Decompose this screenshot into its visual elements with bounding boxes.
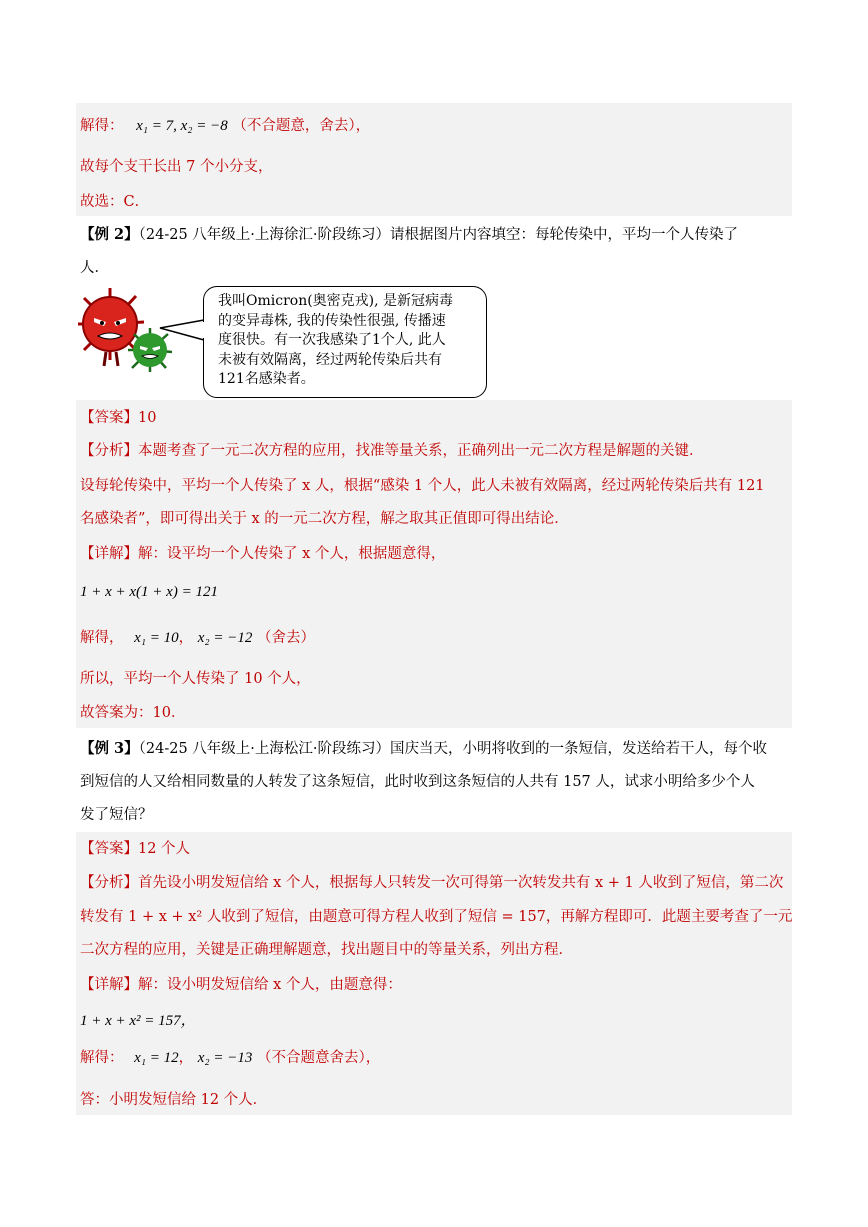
solve-label: 解得：	[80, 1050, 124, 1066]
ex2-detail-line	[80, 544, 445, 564]
ex3-detail-line	[80, 975, 402, 995]
ex2-so-line: 所以，平均一个人传染了 10 个人，	[80, 671, 311, 687]
root-note: （不合题意舍去），	[256, 1050, 381, 1066]
ex2-final-line: 故答案为：10．	[80, 705, 186, 721]
ex2-question-line1	[80, 225, 738, 245]
example-tag: 【例 3】	[80, 740, 139, 757]
ex2-analysis-line3: 名感染者”，即可得出关于 x 的一元二次方程，解之取其正值即可得出结论．	[80, 511, 569, 527]
root-1: x₁ = 10	[134, 630, 179, 646]
green-virus-icon	[128, 328, 172, 372]
ex3-question-line3: 发了短信？	[80, 807, 153, 823]
answer-tag: 【答案】	[80, 410, 138, 426]
answer-value: 12 个人	[138, 841, 191, 857]
analysis-tag: 【分析】	[80, 875, 138, 891]
root-separator: ，	[178, 1050, 194, 1066]
solve-note: （不合题意，舍去），	[232, 118, 371, 134]
ex3-question-line1	[80, 739, 767, 759]
solve-label: 解得：	[80, 118, 124, 134]
ex3-analysis-line3: 二次方程的应用，关键是正确理解题意，找出题目中的等量关系，列出方程．	[80, 942, 573, 958]
bubble-line-5: 121名感染者。	[218, 371, 315, 387]
question-text: （24-25 八年级上·上海徐汇·阶段练习）请根据图片内容填空：每轮传染中，平均一个人传染了	[138, 227, 739, 243]
ex3-final-line: 答：小明发短信给 12 个人．	[80, 1092, 268, 1108]
detail-text: 解：设小明发短信给 x 个人，由题意得：	[138, 977, 402, 993]
ex2-solve-line	[80, 628, 315, 648]
bubble-line-1: 我叫Omicron(奥密克戎), 是新冠病毒	[218, 293, 454, 309]
bubble-line-2: 的变异毒株, 我的传染性很强, 传播速	[218, 312, 446, 329]
analysis-text: 本题考查了一元二次方程的应用，找准等量关系，正确列出一元二次方程是解题的关键．	[138, 443, 704, 459]
example-tag: 【例 2】	[80, 226, 139, 243]
ex2-analysis-line1	[80, 441, 704, 461]
answer-tag: 【答案】	[80, 841, 138, 857]
speech-bubble	[203, 286, 487, 398]
detail-tag: 【详解】	[80, 546, 138, 562]
detail-text: 解：设平均一个人传染了 x 个人，根据题意得，	[138, 546, 446, 562]
bubble-line-4: 未被有效隔离，经过两轮传染后共有	[218, 351, 442, 368]
ex2-question-line2: 人．	[80, 260, 109, 276]
ex1-choice: 故选：C．	[80, 194, 150, 210]
analysis-tag: 【分析】	[80, 443, 138, 459]
ex3-answer	[80, 839, 190, 859]
ex3-equation: 1 + x + x² = 157，	[80, 1013, 196, 1029]
ex3-analysis-line1	[80, 873, 783, 893]
detail-tag: 【详解】	[80, 977, 138, 993]
bubble-line-3: 度很快。有一次我感染了1个人, 此人	[218, 332, 446, 348]
solve-roots: x₁ = 7, x₂ = −8	[136, 118, 228, 134]
root-note: （舍去）	[256, 630, 315, 646]
ex3-analysis-line2: 转发有 1 + x + x² 人收到了短信，由题意可得方程人收到了短信 = 157，再解方程即可．此题主要考查了一元	[80, 909, 793, 925]
ex3-solve-line	[80, 1048, 380, 1068]
bubble-tail-mask	[202, 322, 206, 338]
ex3-question-line2: 到短信的人又给相同数量的人转发了这条短信，此时收到这条短信的人共有 157 人，试求小明给多少个人	[80, 774, 755, 790]
ex2-answer	[80, 408, 156, 428]
root-2: x₂ = −12	[197, 630, 253, 646]
ex1-solve-line	[80, 116, 370, 136]
ex2-equation: 1 + x + x(1 + x) = 121	[80, 584, 218, 600]
bubble-text	[218, 292, 453, 390]
answer-value: 10	[138, 410, 157, 426]
solve-label: 解得，	[80, 630, 124, 646]
analysis-text: 首先设小明发短信给 x 个人，根据每人只转发一次可得第一次转发共有 x + 1 人收到了短信，第二次	[138, 875, 784, 891]
root-separator: ，	[178, 630, 194, 646]
root-2: x₂ = −13	[197, 1050, 253, 1066]
ex2-analysis-line2: 设每轮传染中，平均一个人传染了 x 人，根据“感染 1 个人，此人未被有效隔离，经过两轮传染后共有 121	[80, 478, 765, 494]
question-text: （24-25 八年级上·上海松江·阶段练习）国庆当天，小明将收到的一条短信，发送给若干人，每个收	[138, 741, 768, 757]
virus-illustration	[76, 284, 206, 386]
ex1-conclusion: 故每个支干长出 7 个小分支，	[80, 159, 273, 175]
root-1: x₁ = 12	[134, 1050, 179, 1066]
